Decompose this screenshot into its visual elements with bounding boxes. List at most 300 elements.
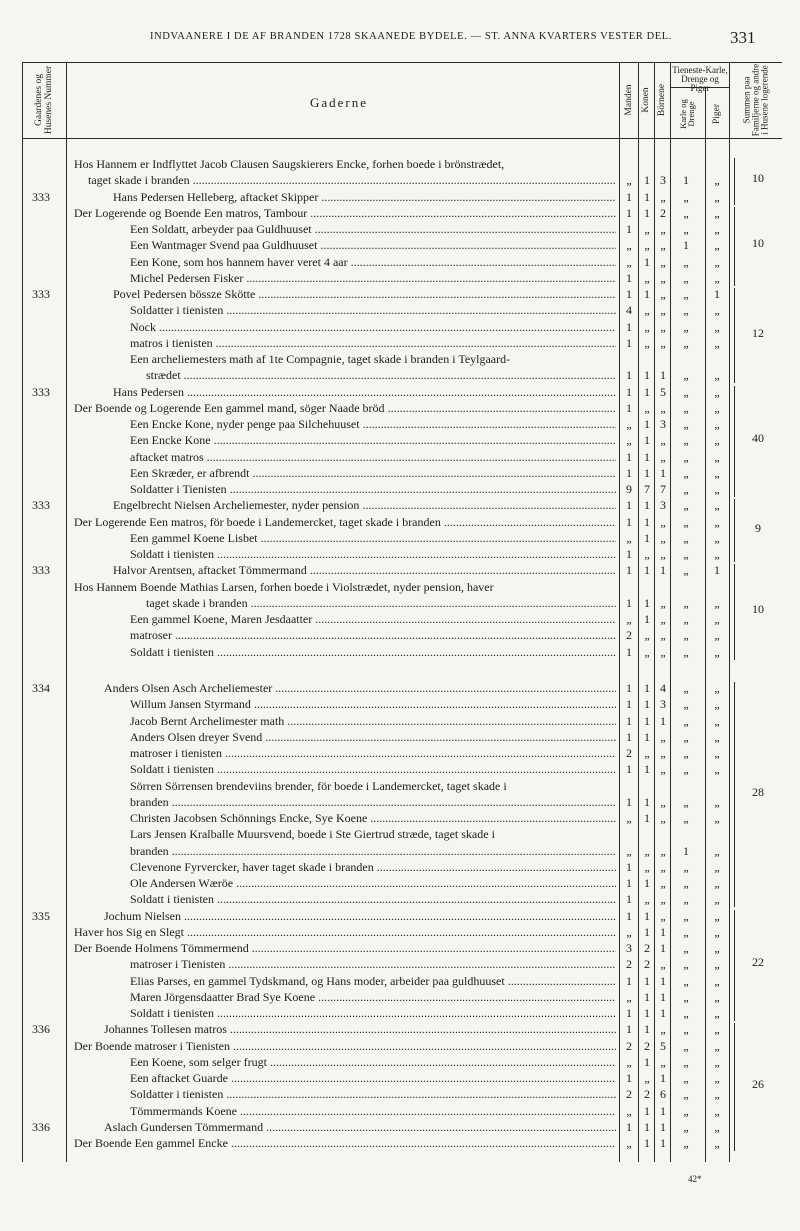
wife-count: 1 <box>644 811 650 825</box>
family-sum: 12 <box>752 325 764 340</box>
servant-boys-count: „ <box>683 612 689 626</box>
wife-count: 2 <box>644 941 650 955</box>
entry-text: Een aftacket Guarde ..... <box>130 1070 616 1086</box>
wife-count: 1 <box>644 1022 650 1037</box>
men-count: 1 <box>626 547 632 561</box>
wife-count: 1 <box>644 417 650 431</box>
wife-count: „ <box>644 400 650 415</box>
entry-text: Een Encke Kone ..... <box>130 432 616 448</box>
wife-count: 1 <box>644 595 650 610</box>
servant-boys-count: „ <box>683 205 689 220</box>
table-row <box>0 1021 800 1037</box>
children-header: Börnene <box>657 83 667 117</box>
entry-text: Nock ..... <box>130 319 616 335</box>
entry-text: matros i tienisten ..... <box>130 335 616 351</box>
men-count: 1 <box>626 1006 632 1020</box>
men-count: „ <box>626 433 632 448</box>
servant-girls-count: „ <box>714 713 720 728</box>
entry-text: Tömmermands Koene ..... <box>130 1103 616 1119</box>
house-number: 335 <box>32 908 50 923</box>
entry-text: Haver hos Sig en Slegt ..... <box>74 924 616 940</box>
servant-boys-count: 1 <box>683 238 689 253</box>
men-count: 1 <box>626 270 632 285</box>
house-number: 336 <box>32 1022 50 1037</box>
family-sum: 10 <box>752 171 764 186</box>
children-count: 1 <box>660 1119 666 1134</box>
wife-count: „ <box>644 303 650 318</box>
men-count: 2 <box>626 746 632 760</box>
servant-girls-count: „ <box>714 547 720 561</box>
men-count: 1 <box>626 595 632 610</box>
servant-girls-count: „ <box>714 924 720 939</box>
wife-count: „ <box>644 746 650 760</box>
servant-boys-count: „ <box>683 1022 689 1037</box>
children-count: „ <box>660 335 666 350</box>
table-row <box>0 497 800 513</box>
wife-count: „ <box>644 319 650 334</box>
wife-count: „ <box>644 1071 650 1085</box>
entry-text: taget skade i branden ..... <box>146 595 616 611</box>
servant-girls-count: „ <box>714 746 720 760</box>
servant-boys-count: „ <box>683 514 689 529</box>
entry-text: Hos Hannem er Indflyttet Jacob Clausen Saugskierers Encke, forhen boede i brönstrædet, <box>74 157 505 171</box>
servant-girls-count: „ <box>714 794 720 809</box>
children-count: „ <box>660 287 666 301</box>
men-count: 1 <box>626 189 632 204</box>
men-count: 1 <box>626 498 632 513</box>
house-number-header: Gaardenes og Husenes Nummer <box>34 65 54 135</box>
servant-boys-count: „ <box>683 449 689 464</box>
table-row <box>0 973 800 989</box>
house-number: 333 <box>32 189 50 204</box>
servant-boys-count: „ <box>683 1119 689 1134</box>
servant-girls-count: „ <box>714 400 720 415</box>
table-row <box>0 1086 800 1102</box>
entry-text: Ole Andersen Wæröe ..... <box>130 875 616 891</box>
servant-girls-count: „ <box>714 1119 720 1134</box>
servant-boys-count: „ <box>683 989 689 1004</box>
servant-girls-count: „ <box>714 1054 720 1069</box>
children-count: „ <box>660 644 666 659</box>
men-count: „ <box>626 1103 632 1118</box>
servant-girls-count: „ <box>714 697 720 712</box>
entry-text: Een Kone, som hos hannem haver veret 4 aar ..... <box>130 254 616 270</box>
children-count: 1 <box>660 465 666 480</box>
children-count: „ <box>660 530 666 545</box>
family-sum: 26 <box>752 1077 764 1092</box>
servant-boys-count: „ <box>683 681 689 695</box>
men-count: 1 <box>626 319 632 334</box>
servant-boys-count: „ <box>683 433 689 448</box>
entry-text: strædet ..... <box>146 367 616 383</box>
servant-boys-count: „ <box>683 368 689 383</box>
table-row <box>0 1054 800 1070</box>
entry-text: branden ..... <box>130 843 616 859</box>
entry-text: Soldatter i tienisten ..... <box>130 1086 616 1102</box>
children-count: 1 <box>660 368 666 383</box>
wife-count: „ <box>644 628 650 643</box>
house-number: 334 <box>32 681 50 695</box>
servant-boys-count: „ <box>683 1087 689 1102</box>
children-count: 1 <box>660 713 666 728</box>
table-row <box>0 664 800 680</box>
entry-text: Een Koene, som selger frugt ..... <box>130 1054 616 1070</box>
family-bracket <box>734 682 735 907</box>
table-row <box>0 302 800 318</box>
children-count: „ <box>660 843 666 858</box>
servant-girls-count: „ <box>714 335 720 350</box>
wife-count: 1 <box>644 254 650 269</box>
table-row <box>0 924 800 940</box>
children-count: 6 <box>660 1087 666 1102</box>
sum-header: Summen paa Familjerne og andre i Husene logerende <box>741 63 770 137</box>
children-count: 1 <box>660 989 666 1004</box>
table-row <box>0 595 800 611</box>
men-count: 1 <box>626 859 632 874</box>
servant-boys-header: Karle og Drenge <box>678 99 696 129</box>
children-count: „ <box>660 892 666 907</box>
wife-count: 1 <box>644 762 650 777</box>
children-count: 1 <box>660 1006 666 1020</box>
wife-count: 2 <box>644 1038 650 1053</box>
men-count: 1 <box>626 713 632 728</box>
house-number: 333 <box>32 563 50 578</box>
servant-boys-count: „ <box>683 335 689 350</box>
servant-boys-count: „ <box>683 892 689 907</box>
men-count: 2 <box>626 628 632 643</box>
servant-girls-count: „ <box>714 465 720 480</box>
wife-count: 1 <box>644 908 650 923</box>
children-count: „ <box>660 433 666 448</box>
wife-count: 1 <box>644 973 650 988</box>
servant-boys-count: „ <box>683 1103 689 1118</box>
entry-text: Willum Jansen Styrmand ..... <box>130 696 616 712</box>
table-row <box>0 270 800 286</box>
children-count: „ <box>660 400 666 415</box>
entry-text: Soldatter i tienisten ..... <box>130 302 616 318</box>
family-bracket <box>734 207 735 286</box>
family-bracket <box>734 1023 735 1151</box>
children-count: 1 <box>660 563 666 578</box>
men-count: 3 <box>626 941 632 955</box>
family-bracket <box>734 910 735 1022</box>
entry-text: Anders Olsen Asch Archeliemester ..... <box>104 680 616 696</box>
servant-boys-count: „ <box>683 319 689 334</box>
entry-text: Christen Jacobsen Schönnings Encke, Sye Koene ..... <box>130 810 616 826</box>
children-count: 1 <box>660 973 666 988</box>
table-row <box>0 989 800 1005</box>
children-count: „ <box>660 270 666 285</box>
table-row <box>0 254 800 270</box>
wife-count: 1 <box>644 681 650 695</box>
men-count: 1 <box>626 287 632 301</box>
servant-girls-count: „ <box>714 811 720 825</box>
table-row <box>0 1103 800 1119</box>
servant-boys-count: „ <box>683 287 689 301</box>
servant-girls-count: „ <box>714 973 720 988</box>
wife-count: 1 <box>644 514 650 529</box>
wife-count: „ <box>644 644 650 659</box>
table-row <box>0 416 800 432</box>
table-row <box>0 432 800 448</box>
entry-text: Der Logerende Een matros, för boede i Landemercket, taget skade i branden ..... <box>74 514 616 530</box>
servant-boys-count: „ <box>683 1054 689 1069</box>
men-count: 1 <box>626 400 632 415</box>
servant-girls-count: „ <box>714 644 720 659</box>
children-count: „ <box>660 612 666 626</box>
wife-count: 2 <box>644 1087 650 1102</box>
table-row <box>0 940 800 956</box>
children-count: 3 <box>660 697 666 712</box>
servant-girls-count: „ <box>714 1038 720 1053</box>
children-count: „ <box>660 729 666 744</box>
entry-text: Anders Olsen dreyer Svend ..... <box>130 729 616 745</box>
table-row <box>0 367 800 383</box>
servant-boys-count: „ <box>683 547 689 561</box>
servant-boys-count: „ <box>683 628 689 643</box>
servant-boys-count: „ <box>683 1071 689 1085</box>
servant-boys-count: „ <box>683 941 689 955</box>
table-row <box>0 286 800 302</box>
table-row <box>0 530 800 546</box>
children-count: 7 <box>660 482 666 496</box>
children-count: 4 <box>660 681 666 695</box>
entry-text: Hans Pedersen ..... <box>113 384 616 400</box>
children-count: „ <box>660 908 666 923</box>
children-count: „ <box>660 859 666 874</box>
servant-girls-count: „ <box>714 498 720 513</box>
servant-girls-count: „ <box>714 941 720 955</box>
table-top-rule <box>22 62 782 63</box>
servant-boys-count: „ <box>683 303 689 318</box>
entry-text: Soldatter i Tienisten ..... <box>130 481 616 497</box>
men-count: 1 <box>626 1119 632 1134</box>
page-header <box>0 28 800 52</box>
men-count: „ <box>626 811 632 825</box>
entry-text: Een archeliemesters math af 1te Compagnie, taget skade i branden i Teylgaard- <box>130 352 511 366</box>
children-count: 2 <box>660 205 666 220</box>
entry-text: Der Logerende og Boende Een matros, Tambour ..... <box>74 205 616 221</box>
men-count: 9 <box>626 482 632 496</box>
men-count: 1 <box>626 465 632 480</box>
children-count: 1 <box>660 1136 666 1150</box>
table-row <box>0 562 800 578</box>
table-row <box>0 384 800 400</box>
men-count: 1 <box>626 384 632 399</box>
servant-girls-count: „ <box>714 319 720 334</box>
entry-text: matroser i tienisten ..... <box>130 745 616 761</box>
house-number: 333 <box>32 498 50 513</box>
family-bracket <box>734 386 735 498</box>
servant-girls-count: „ <box>714 205 720 220</box>
family-sum: 28 <box>752 784 764 799</box>
entry-text: Halvor Arentsen, aftacket Tömmermand ..... <box>113 562 616 578</box>
family-bracket <box>734 158 735 205</box>
entry-text: matroser i Tienisten ..... <box>130 956 616 972</box>
entry-text: Jacob Bernt Archelimester math ..... <box>130 713 616 729</box>
servant-boys-count: 1 <box>683 173 689 188</box>
table-row <box>0 729 800 745</box>
servant-boys-count: „ <box>683 859 689 874</box>
entry-text: Soldatt i tienisten ..... <box>130 546 616 562</box>
table-row <box>0 908 800 924</box>
servant-girls-count: „ <box>714 729 720 744</box>
men-count: 1 <box>626 222 632 236</box>
entry-text: Lars Jensen Kralballe Muursvend, boede i Ste Giertrud stræde, taget skade i <box>130 827 495 842</box>
servant-girls-count: „ <box>714 1087 720 1102</box>
servant-girls-count: „ <box>714 254 720 269</box>
men-count: „ <box>626 924 632 939</box>
servant-girls-count: „ <box>714 1071 720 1085</box>
wife-count: 1 <box>644 729 650 744</box>
entry-text: Soldatt i tienisten ..... <box>130 891 616 907</box>
children-count: 3 <box>660 417 666 431</box>
servant-boys-count: „ <box>683 270 689 285</box>
children-count: 1 <box>660 924 666 939</box>
men-count: 1 <box>626 729 632 744</box>
family-sum: 10 <box>752 236 764 251</box>
men-count: 1 <box>626 335 632 350</box>
men-count: „ <box>626 1136 632 1150</box>
servant-girls-count: „ <box>714 843 720 858</box>
page-number: 331 <box>730 28 756 47</box>
servant-girls-count: 1 <box>714 563 720 578</box>
servant-girls-header: Piger <box>712 103 722 125</box>
entry-text: Sörren Sörrensen brendeviins brender, för boede i Landemercket, taget skade i <box>130 778 507 793</box>
children-count: „ <box>660 222 666 236</box>
wife-count: 1 <box>644 449 650 464</box>
wife-count: 1 <box>644 563 650 578</box>
table-row <box>0 237 800 253</box>
men-count: 2 <box>626 1038 632 1053</box>
entry-text: Een gammel Koene, Maren Jesdaatter ..... <box>130 611 616 627</box>
wife-count: 1 <box>644 876 650 890</box>
wife-count: 1 <box>644 530 650 545</box>
entry-text: Hans Pedersen Helleberg, aftacket Skipper ..... <box>113 189 616 205</box>
wife-count: 1 <box>644 989 650 1004</box>
servant-boys-count: 1 <box>683 843 689 858</box>
men-count: 1 <box>626 205 632 220</box>
servant-girls-count: „ <box>714 957 720 972</box>
servant-boys-count: „ <box>683 957 689 972</box>
table-row <box>0 1135 800 1151</box>
table-row <box>0 611 800 627</box>
table-row <box>0 891 800 907</box>
wife-count: „ <box>644 222 650 236</box>
servant-boys-count: „ <box>683 400 689 415</box>
table-row <box>0 1119 800 1135</box>
servant-girls-count: „ <box>714 270 720 285</box>
children-count: „ <box>660 1022 666 1037</box>
servant-boys-count: „ <box>683 1006 689 1020</box>
men-count: „ <box>626 173 632 188</box>
servant-girls-count: „ <box>714 189 720 204</box>
children-count: „ <box>660 762 666 777</box>
entry-text: Een Soldatt, arbeyder paa Guldhuuset ..... <box>130 221 616 237</box>
table-row <box>0 221 800 237</box>
table-row <box>0 205 800 221</box>
children-count: „ <box>660 238 666 253</box>
entry-text: Povel Pedersen bössze Skötte ..... <box>113 286 616 302</box>
wife-count: „ <box>644 335 650 350</box>
men-count: „ <box>626 238 632 253</box>
servant-girls-count: „ <box>714 433 720 448</box>
men-count: 1 <box>626 514 632 529</box>
house-number: 336 <box>32 1119 50 1134</box>
servant-boys-count: „ <box>683 498 689 513</box>
servant-girls-count: „ <box>714 449 720 464</box>
servant-girls-count: „ <box>714 989 720 1004</box>
servant-boys-count: „ <box>683 1038 689 1053</box>
children-count: „ <box>660 514 666 529</box>
wife-count: 1 <box>644 924 650 939</box>
children-count: 1 <box>660 1103 666 1118</box>
wife-count: 1 <box>644 498 650 513</box>
servant-boys-count: „ <box>683 482 689 496</box>
men-count: „ <box>626 1054 632 1069</box>
wife-count: 1 <box>644 433 650 448</box>
table-row <box>0 319 800 335</box>
men-count: „ <box>626 989 632 1004</box>
wife-count: 1 <box>644 189 650 204</box>
servant-boys-count: „ <box>683 697 689 712</box>
table-row <box>0 351 800 367</box>
children-count: „ <box>660 794 666 809</box>
family-sum: 22 <box>752 955 764 970</box>
servants-header: Tieneste-Karle, Drenge og Piger <box>672 65 728 93</box>
wife-count: 1 <box>644 1136 650 1150</box>
children-count: „ <box>660 1054 666 1069</box>
table-row <box>0 400 800 416</box>
men-count: 1 <box>626 368 632 383</box>
entry-text: Der Boende matroser i Tienisten ..... <box>74 1038 616 1054</box>
house-number: 333 <box>32 384 50 399</box>
entry-text: Der Boende Holmens Tömmermend ..... <box>74 940 616 956</box>
men-count: 1 <box>626 563 632 578</box>
servant-boys-count: „ <box>683 384 689 399</box>
children-count: 3 <box>660 498 666 513</box>
wife-count: 1 <box>644 713 650 728</box>
family-sum: 9 <box>755 520 761 535</box>
wife-count: 1 <box>644 384 650 399</box>
table-row <box>0 546 800 562</box>
wife-count: „ <box>644 270 650 285</box>
children-count: „ <box>660 957 666 972</box>
children-count: „ <box>660 449 666 464</box>
servant-boys-count: „ <box>683 465 689 480</box>
children-count: 1 <box>660 1071 666 1085</box>
men-count: 1 <box>626 644 632 659</box>
wife-count: 2 <box>644 957 650 972</box>
servant-boys-count: „ <box>683 254 689 269</box>
streets-header: Gaderne <box>310 95 369 110</box>
entry-text: Clevenone Fyrvercker, haver taget skade i branden ..... <box>130 859 616 875</box>
servant-girls-count: „ <box>714 238 720 253</box>
table-row <box>0 843 800 859</box>
entry-text: Een Wantmager Svend paa Guldhuuset ..... <box>130 237 616 253</box>
house-number: 333 <box>32 287 50 301</box>
entry-text: Soldatt i tienisten ..... <box>130 644 616 660</box>
entry-text: Soldatt i tienisten ..... <box>130 1005 616 1021</box>
servant-boys-count: „ <box>683 811 689 825</box>
children-count: „ <box>660 319 666 334</box>
men-count: „ <box>626 417 632 431</box>
wife-count: 1 <box>644 368 650 383</box>
table-row <box>0 627 800 643</box>
table-header-rule <box>22 138 782 139</box>
children-count: 3 <box>660 173 666 188</box>
servant-girls-count: „ <box>714 595 720 610</box>
